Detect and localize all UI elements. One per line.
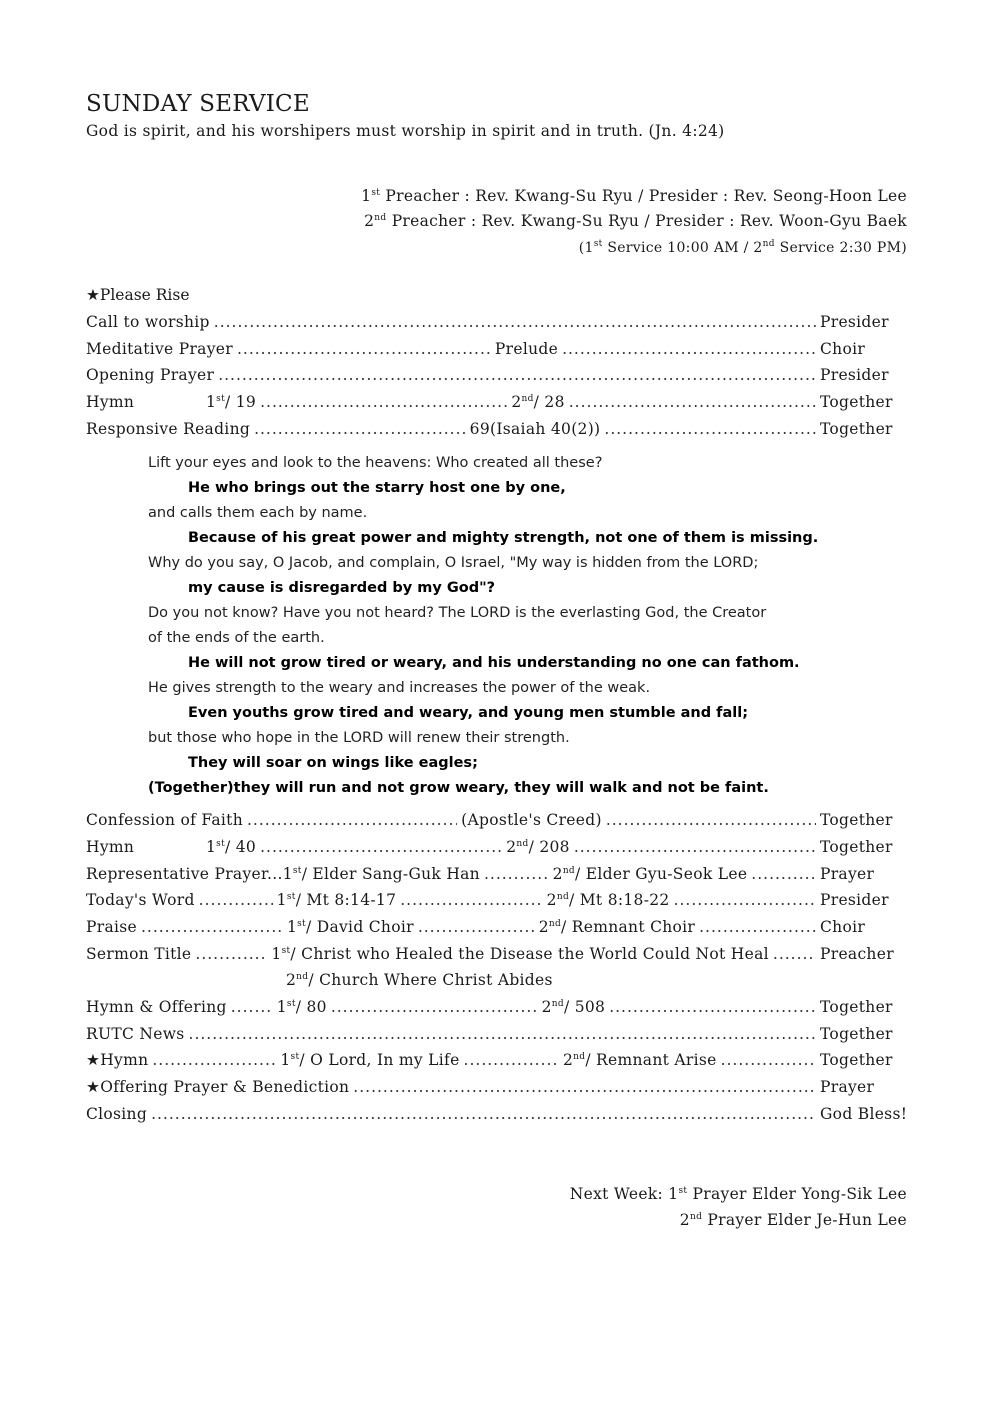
order-row-rutc-news: RUTC News ..... Together bbox=[86, 1025, 906, 1047]
order-row-praise: Praise ..... 1st/ David Choir ..... 2nd/ Remnant Choir ..... Choir bbox=[86, 918, 906, 940]
sermon-title-second: 2nd/ Church Where Christ Abides bbox=[286, 971, 553, 989]
reading-line: Why do you say, O Jacob, and complain, O Israel, "My way is hidden from the LORD; bbox=[148, 555, 759, 571]
reading-line: and calls them each by name. bbox=[148, 505, 368, 521]
reading-line: (Together)they will run and not grow weary, they will walk and not be faint. bbox=[148, 780, 769, 796]
next-week-second-prayer: 2nd Prayer Elder Je-Hun Lee bbox=[679, 1211, 907, 1229]
order-row-confession-of-faith: Confession of Faith ..... (Apostle's Creed) ..... Together bbox=[86, 811, 906, 833]
next-week-first-prayer: Next Week: 1st Prayer Elder Yong-Sik Lee bbox=[569, 1185, 907, 1203]
reading-line: Do you not know? Have you not heard? The LORD is the everlasting God, the Creator bbox=[148, 605, 767, 621]
reading-line: Lift your eyes and look to the heavens: Who created all these? bbox=[148, 455, 603, 471]
order-row-sermon-title: Sermon Title ..... 1st/ Christ who Healed the Disease the World Could Not Heal ..... Preacher bbox=[86, 945, 906, 967]
reading-line: He gives strength to the weary and increases the power of the weak. bbox=[148, 680, 651, 696]
reading-line: my cause is disregarded by my God"? bbox=[188, 580, 496, 596]
order-row-opening-prayer: Opening Prayer ..... Presider bbox=[86, 366, 906, 388]
reading-line: He will not grow tired or weary, and his understanding no one can fathom. bbox=[188, 655, 800, 671]
order-row-meditative-prayer: Meditative Prayer ..... Prelude ..... Choir bbox=[86, 340, 906, 362]
second-preacher-line: 2nd Preacher : Rev. Kwang-Su Ryu / Presider : Rev. Woon-Gyu Baek bbox=[364, 212, 907, 230]
order-row-responsive-reading: Responsive Reading ..... 69(Isaiah 40(2)) ..... Together bbox=[86, 420, 906, 442]
service-times: (1st Service 10:00 AM / 2nd Service 2:30 PM) bbox=[578, 239, 907, 256]
order-row-todays-word: Today's Word ..... 1st/ Mt 8:14-17 ..... 2nd/ Mt 8:18-22 ..... Presider bbox=[86, 891, 906, 913]
order-row-hymn-offering: Hymn & Offering ..... 1st/ 80 ..... 2nd/ 508 ..... Together bbox=[86, 998, 906, 1020]
order-row-representative-prayer: Representative Prayer... 1st/ Elder Sang-Guk Han ..... 2nd/ Elder Gyu-Seok Lee ..... Prayer bbox=[86, 865, 906, 887]
order-row-call-to-worship: Call to worship ..... Presider bbox=[86, 313, 906, 335]
reading-line: Because of his great power and mighty strength, not one of them is missing. bbox=[188, 530, 819, 546]
reading-line: but those who hope in the LORD will renew their strength. bbox=[148, 730, 570, 746]
order-row-closing: Closing ..... God Bless! bbox=[86, 1105, 906, 1127]
order-row-hymn: Hymn 1st/ 40 ..... 2nd/ 208 ..... Together bbox=[86, 838, 906, 860]
page-title: SUNDAY SERVICE bbox=[86, 91, 310, 117]
order-row-closing-hymn: ★Hymn ..... 1st/ O Lord, In my Life ..... 2nd/ Remnant Arise ..... Together bbox=[86, 1051, 906, 1073]
reading-line: of the ends of the earth. bbox=[148, 630, 325, 646]
reading-line: They will soar on wings like eagles; bbox=[188, 755, 478, 771]
order-row-hymn: Hymn 1st/ 19 ..... 2nd/ 28 ..... Together bbox=[86, 393, 906, 415]
reading-line: He who brings out the starry host one by one, bbox=[188, 480, 566, 496]
first-preacher-line: 1st Preacher : Rev. Kwang-Su Ryu / Presider : Rev. Seong-Hoon Lee bbox=[361, 187, 907, 205]
please-rise-note: ★Please Rise bbox=[86, 286, 190, 304]
theme-verse: God is spirit, and his worshipers must worship in spirit and in truth. (Jn. 4:24) bbox=[86, 122, 725, 140]
order-row-offering-prayer-benediction: ★Offering Prayer & Benediction ..... Prayer bbox=[86, 1078, 906, 1100]
reading-line: Even youths grow tired and weary, and young men stumble and fall; bbox=[188, 705, 748, 721]
